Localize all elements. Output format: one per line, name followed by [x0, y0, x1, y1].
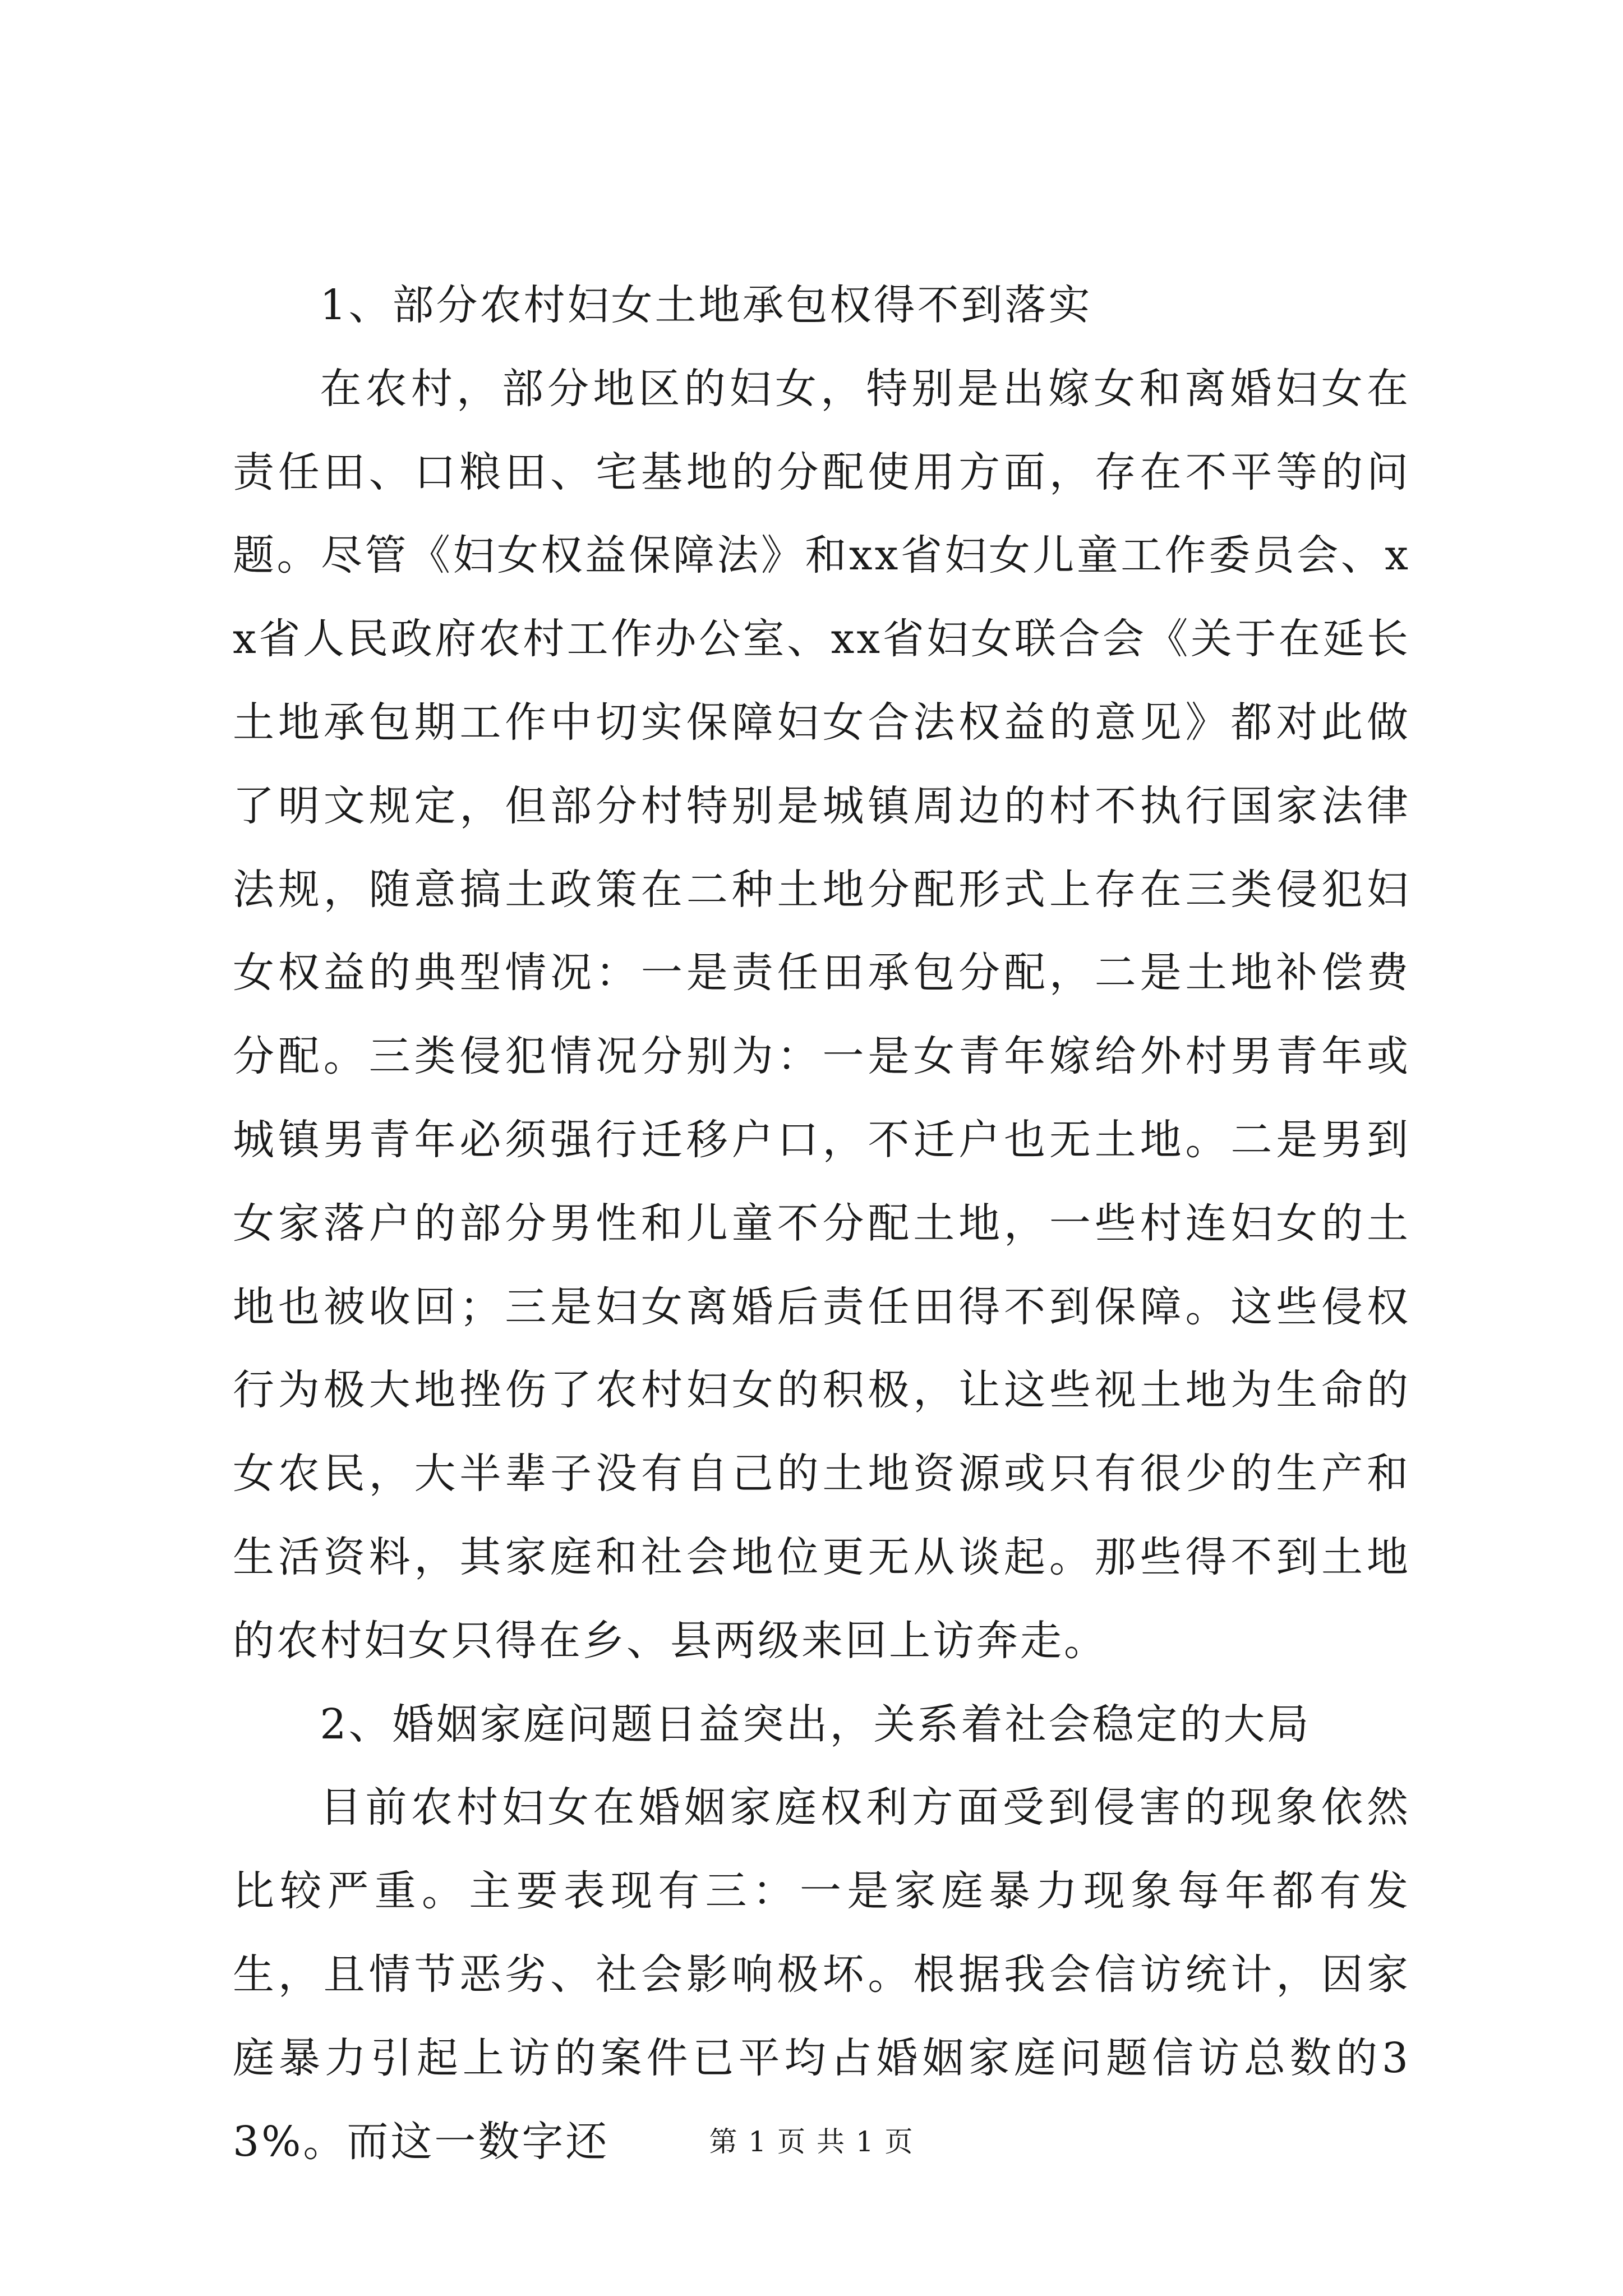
page-number-footer: 第 1 页 共 1 页 [709, 2125, 914, 2158]
document-body [233, 264, 1410, 2183]
section-1-paragraph: 在农村，部分地区的妇女，特别是出嫁女和离婚妇女在责任田、口粮田、宅基地的分配使用方面，存在不平等的问题。尽管《妇女权益保障法》和xx省妇女儿童工作委员会、xx省人民政府农村工作办公室、xx省妇女联合会《关于在延长土地承包期工作中切实保障妇女合法权益的意见》都对此做了明文规定，但部分村特别是城镇周边的村不执行国家法律法规，随意搞土政策在二种土地分配形式上存在三类侵犯妇女权益的典型情况：一是责任田承包分配，二是土地补偿费分配。三类侵犯情况分别为：一是女青年嫁给外村男青年或城镇男青年必须强行迁移户口，不迁户也无土地。二是男到女家落户的部分男性和儿童不分配土地，一些村连妇女的土地也被收回；三是妇女离婚后责任田得不到保障。这些侵权行为极大地挫伤了农村妇女的积极，让这些视土地为生命的女农民，大半辈子没有自己的土地资源或只有很少的生产和生活资料，其家庭和社会地位更无从谈起。那些得不到土地的农村妇女只得在乡、县两级来回上访奔走。 [233, 364, 1410, 1665]
section-1-heading: 1、部分农村妇女土地承包权得不到落实 [320, 281, 1092, 329]
section-2-heading: 2、婚姻家庭问题日益突出，关系着社会稳定的大局 [320, 1700, 1311, 1749]
section-2-paragraph: 目前农村妇女在婚姻家庭权利方面受到侵害的现象依然比较严重。主要表现有三：一是家庭暴力现象每年都有发生，且情节恶劣、社会影响极坏。根据我会信访统计，因家庭暴力引起上访的案件已平均占婚姻家庭问题信访总数的33%。而这一数字还 [233, 1783, 1410, 2166]
